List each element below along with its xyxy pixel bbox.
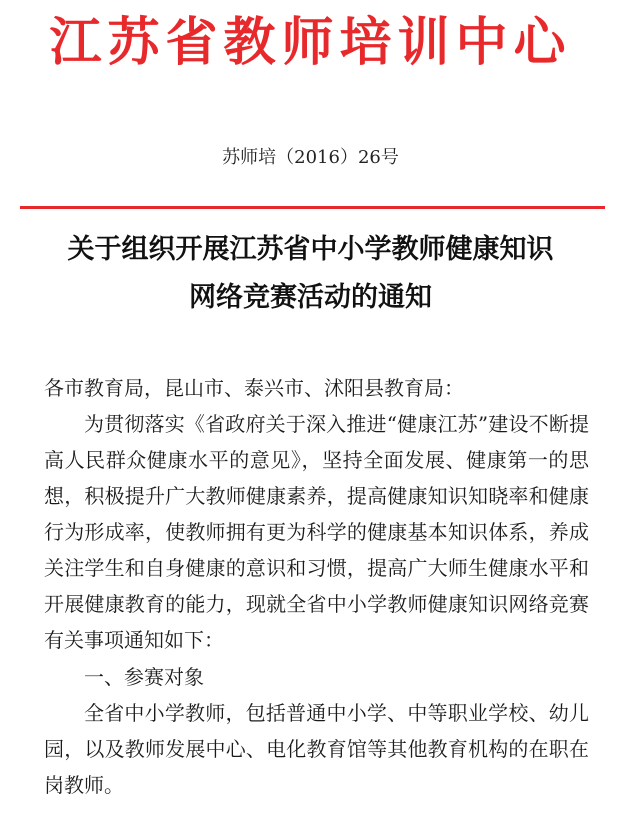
document-title-line-2: 网络竞赛活动的通知 xyxy=(189,282,432,313)
document-title-line-1: 关于组织开展江苏省中小学教师健康知识 xyxy=(67,234,554,265)
masthead-title: 江苏省教师培训中心 xyxy=(49,13,572,73)
body-paragraph-2: 全省中小学教师，包括普通中小学、中等职业学校、幼儿园，以及教师发展中心、电化教育馆等其他教育机构的在职在岗教师。 xyxy=(44,701,589,797)
salutation: 各市教育局，昆山市、泰兴市、沭阳县教育局： xyxy=(44,376,464,400)
section-heading-participants: 一、参赛对象 xyxy=(84,665,204,689)
document-number: 苏师培（2016）26号 xyxy=(222,147,399,168)
red-separator-rule xyxy=(20,206,605,209)
body-paragraph-1: 为贯彻落实《省政府关于深入推进“健康江苏”建设不断提高人民群众健康水平的意见》，坚持全面发展、健康第一的思想，积极提升广大教师健康素养，提高健康知识知晓率和健康行为形成率，使教师拥有更为科学的健康基本知识体系，养成关注学生和自身健康的意识和习惯，提高广大师生健康水平和开展健康教育的能力，现就全省中小学教师健康知识网络竞赛有关事项通知如下： xyxy=(44,412,589,652)
